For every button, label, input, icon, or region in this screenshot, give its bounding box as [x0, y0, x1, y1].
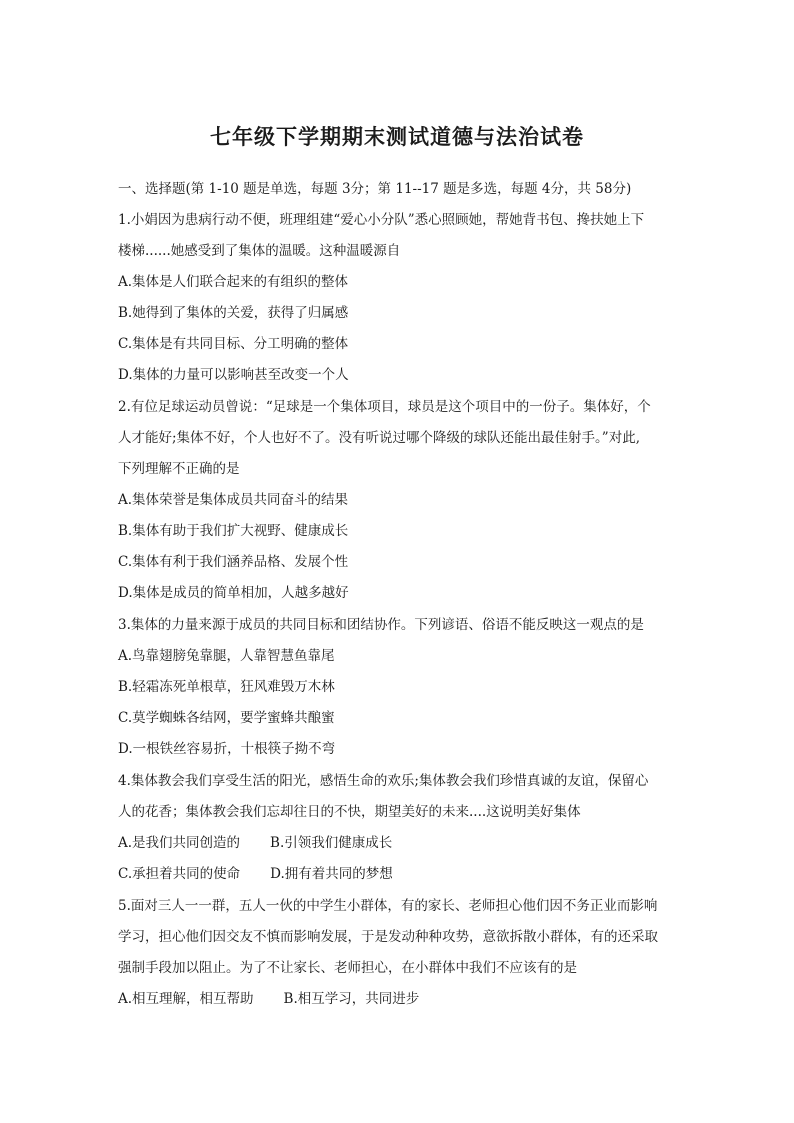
- question-1-option-d: D.集体的力量可以影响甚至改变一个人: [118, 367, 349, 383]
- question-2-stem-line-2: 人才能好;集体不好，个人也好不了。没有听说过哪个降级的球队还能出最佳射手。”对此,: [118, 430, 640, 446]
- question-4-stem-line-2: 人的花香；集体教会我们忘却往日的不快，期望美好的未来....这说明美好集体: [118, 804, 581, 820]
- section-header: 一、选择题(第 1-10 题是单选，每题 3分；第 11--17 题是多选，每题 4分，共 58分): [118, 181, 632, 197]
- question-3-option-a: A.鸟靠翅膀兔靠腿，人靠智慧鱼靠尾: [118, 648, 335, 664]
- question-5-option-b: B.相互学习，共同进步: [283, 991, 420, 1007]
- question-1-stem-line-2: 楼梯......她感受到了集体的温暖。这种温暖源自: [118, 243, 401, 259]
- question-1-stem-line-1: 1.小娟因为患病行动不便，班理组建“爱心小分队”悉心照顾她，帮她背书包、搀扶她上下: [118, 212, 645, 228]
- question-3-option-b: B.轻霜冻死单根草，狂风难毁万木林: [118, 679, 335, 695]
- question-2-stem-line-3: 下列理解不正确的是: [118, 461, 240, 477]
- question-2-option-b: B.集体有助于我们扩大视野、健康成长: [118, 523, 349, 539]
- question-2-option-d: D.集体是成员的简单相加，人越多越好: [118, 585, 349, 601]
- question-5-option-a: A.相互理解，相互帮助: [118, 991, 254, 1007]
- question-5-stem-line-2: 学习，担心他们因交友不慎而影响发展，于是发动种种攻势，意欲拆散小群体，有的还采取: [118, 929, 658, 945]
- page-title: 七年级下学期期末测试道德与法治试卷: [210, 124, 584, 149]
- question-5-stem-line-3: 强制手段加以阻止。为了不让家长、老师担心，在小群体中我们不应该有的是: [118, 960, 577, 976]
- question-4-option-a: A.是我们共同创造的: [118, 835, 241, 851]
- question-2-option-c: C.集体有利于我们涵养品格、发展个性: [118, 554, 349, 570]
- question-3-stem-line-1: 3.集体的力量来源于成员的共同目标和团结协作。下列谚语、俗语不能反映这一观点的是: [118, 617, 644, 633]
- question-4-stem-line-1: 4.集体教会我们享受生活的阳光，感悟生命的欢乐;集体教会我们珍惜真诚的友谊，保留心: [118, 773, 649, 789]
- question-4-option-d: D.拥有着共同的梦想: [270, 866, 393, 882]
- question-2-option-a: A.集体荣誉是集体成员共同奋斗的结果: [118, 492, 349, 508]
- question-4-options-row-2: [118, 864, 393, 884]
- question-1-option-b: B.她得到了集体的关爱，获得了归属感: [118, 305, 349, 321]
- question-2-stem-line-1: 2.有位足球运动员曾说：“足球是一个集体项目，球员是这个项目中的一份子。集体好，个: [118, 399, 651, 415]
- question-1-option-a: A.集体是人们联合起来的有组织的整体: [118, 274, 349, 290]
- question-5-options-row-1: [118, 989, 419, 1009]
- question-4-option-c: C.承担着共同的使命: [118, 866, 241, 882]
- question-1-option-c: C.集体是有共同目标、分工明确的整体: [118, 336, 349, 352]
- question-4-options-row-1: [118, 833, 392, 853]
- question-5-stem-line-1: 5.面对三人一一群，五人一伙的中学生小群体，有的家长、老师担心他们因不务正业而影响: [118, 898, 658, 914]
- question-3-option-d: D.一根铁丝容易折，十根筷子拗不弯: [118, 741, 336, 757]
- question-3-option-c: C.莫学蜘蛛各结网，要学蜜蜂共酿蜜: [118, 710, 335, 726]
- question-4-option-b: B.引领我们健康成长: [270, 835, 393, 851]
